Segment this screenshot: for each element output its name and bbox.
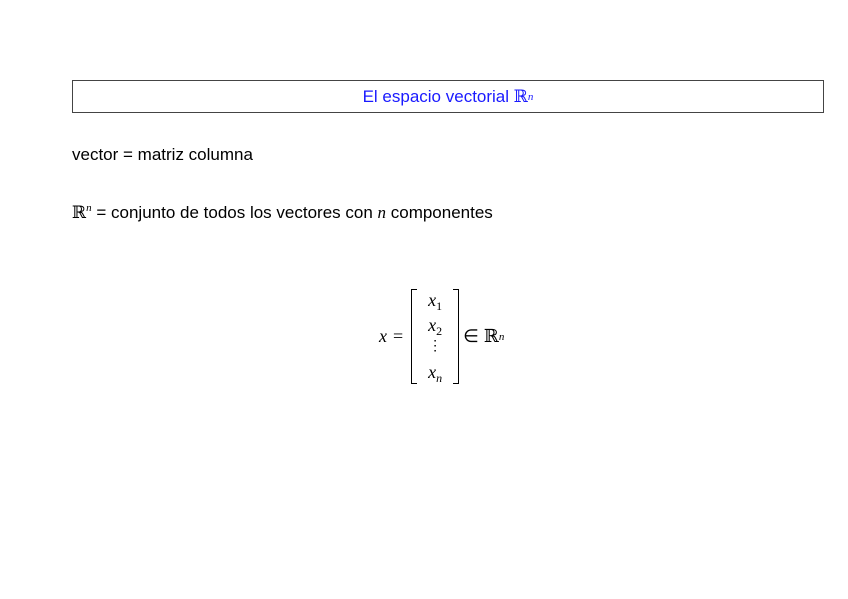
slide-title [72,80,824,113]
vector-definition: vector = matriz columna [72,145,253,164]
rn-exponent: n [86,202,92,214]
vector-equation [379,289,504,384]
matrix-vdots: ⋮ [428,339,443,354]
eq-rhs-exponent: n [498,330,505,343]
rn-symbol: ℝ [72,203,87,223]
rn-text-after: componentes [386,203,493,222]
eq-rhs-symbol: ℝ [483,326,499,347]
title-text: El espacio vectorial [362,86,510,106]
matrix-entry: $x_2$ [428,315,443,338]
matrix-entry: $x_n$ [428,362,443,385]
eq-lhs: x [379,326,387,346]
rn-var: n [377,203,387,222]
matrix-entry: $x_1$ [428,290,443,313]
eq-member: ∈ [463,326,479,346]
title-exponent: n [527,90,534,103]
eq-equals: = [393,326,404,346]
rn-text-before: = conjunto de todos los vectores con [91,203,378,222]
rn-definition [72,202,493,223]
column-matrix [411,289,459,384]
title-real-symbol: ℝ [513,86,528,107]
